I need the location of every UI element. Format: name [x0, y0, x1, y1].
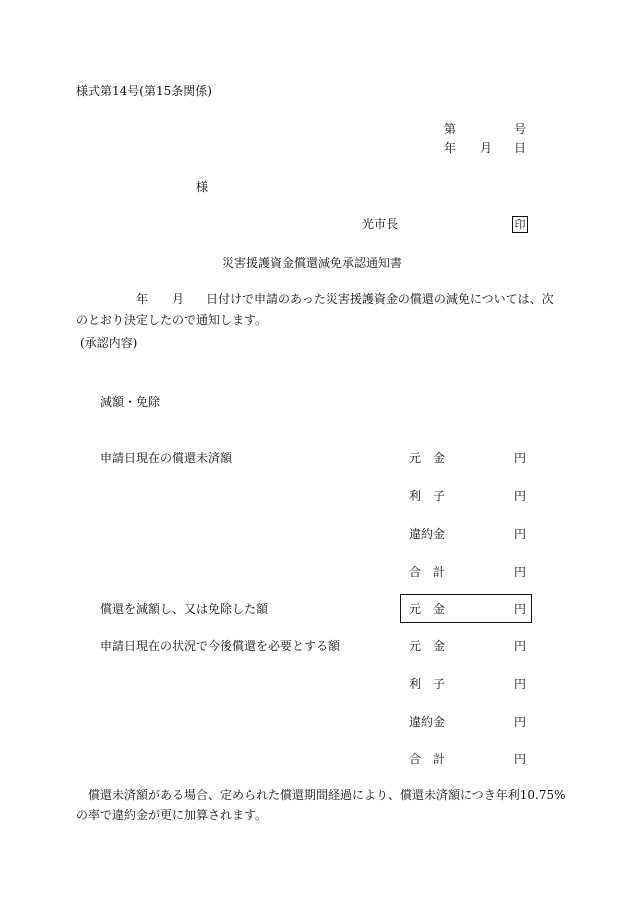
future-interest-yen: 円 [514, 677, 527, 691]
reduced-amount-label: 償還を減額し、又は免除した額 [100, 602, 269, 616]
unpaid-penalty-label: 違約金 [409, 527, 446, 541]
approval-heading: (承認内容) [80, 336, 138, 350]
body-text-line2: のとおり決定したので通知します。 [76, 313, 268, 327]
footer-note-line1: 償還未済額がある場合、定められた償還期間経過により、償還未済額につき年利10.75% [88, 788, 566, 802]
unpaid-total-yen: 円 [514, 565, 527, 579]
unpaid-interest-yen: 円 [514, 489, 527, 503]
reduced-principal-yen: 円 [514, 602, 527, 616]
date-year: 年 [444, 141, 457, 155]
body-date-month: 月 [172, 292, 185, 306]
form-number: 様式第14号(第15条関係) [76, 84, 212, 98]
body-text-line1: 日付けで申請のあった災害援護資金の償還の減免については、次 [206, 292, 554, 306]
future-amount-label: 申請日現在の状況で今後償還を必要とする額 [100, 639, 341, 653]
date-month: 月 [480, 141, 493, 155]
future-penalty-label: 違約金 [409, 715, 446, 729]
reduced-principal-label: 元 金 [409, 602, 446, 616]
document-number-go: 号 [514, 122, 527, 136]
future-principal-label: 元 金 [409, 639, 446, 653]
seal-mark: 印 [512, 216, 528, 233]
future-total-yen: 円 [514, 752, 527, 766]
unpaid-principal-yen: 円 [514, 451, 527, 465]
future-total-label: 合 計 [409, 752, 446, 766]
unpaid-penalty-yen: 円 [514, 527, 527, 541]
document-number-dai: 第 [444, 122, 457, 136]
document-title: 災害援護資金償還減免承認通知書 [222, 256, 403, 270]
body-date-year: 年 [136, 292, 149, 306]
addressee-suffix: 様 [196, 180, 209, 194]
issuer: 光市長 [362, 217, 399, 231]
unpaid-amount-label: 申請日現在の償還未済額 [100, 451, 233, 465]
unpaid-principal-label: 元 金 [409, 451, 446, 465]
future-penalty-yen: 円 [514, 715, 527, 729]
reduction-type: 減額・免除 [100, 395, 161, 409]
future-interest-label: 利 子 [409, 677, 446, 691]
unpaid-interest-label: 利 子 [409, 489, 446, 503]
unpaid-total-label: 合 計 [409, 565, 446, 579]
date-day: 日 [514, 141, 527, 155]
future-principal-yen: 円 [514, 639, 527, 653]
footer-note-line2: の率で違約金が更に加算されます。 [76, 808, 268, 822]
